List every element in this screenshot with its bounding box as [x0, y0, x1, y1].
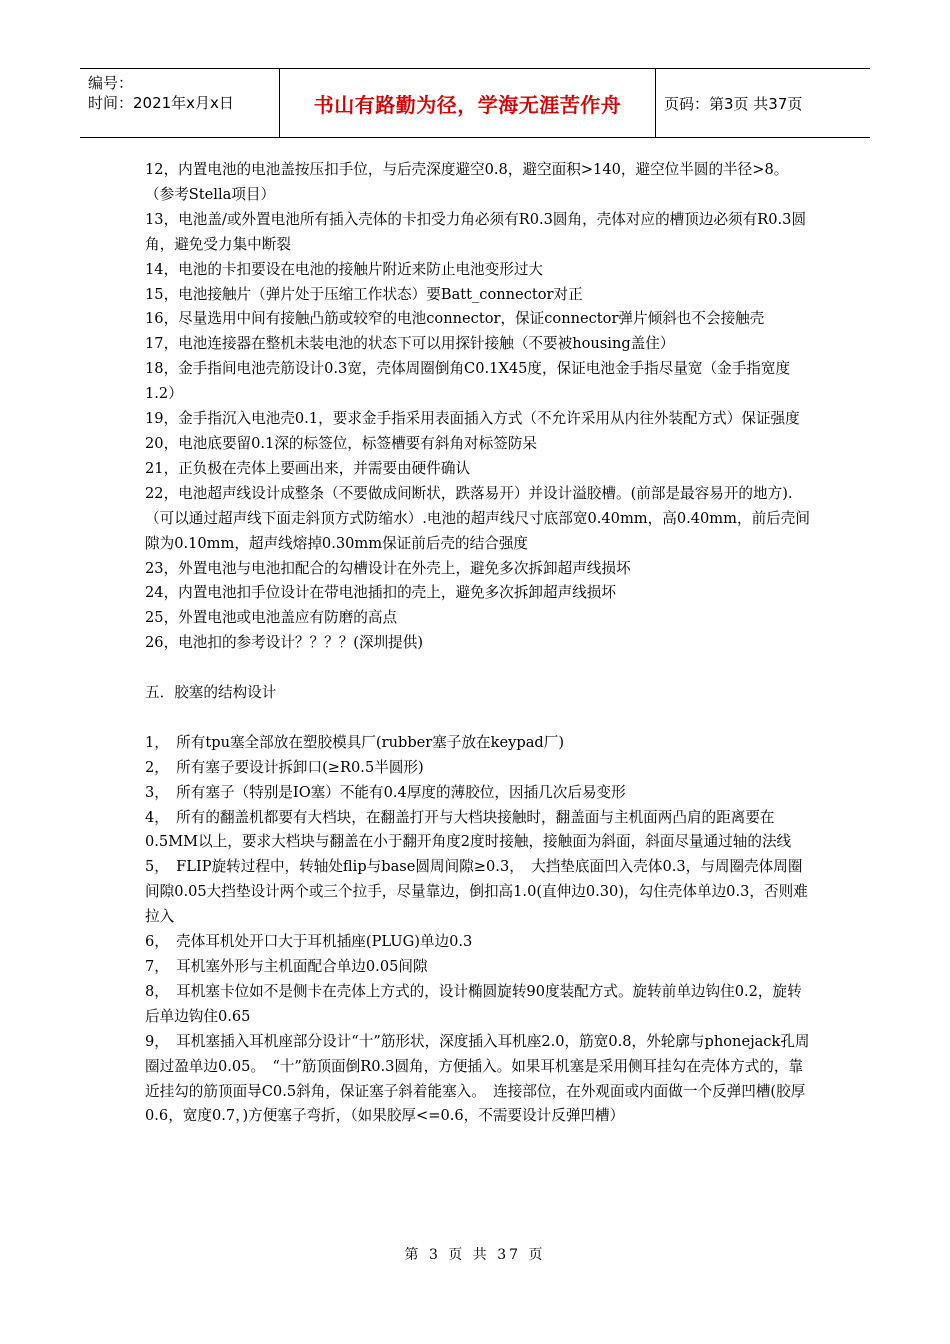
- header-motto: 书山有路勤为径，学海无涯苦作舟: [313, 92, 622, 117]
- list-item: 12，内置电池的电池盖按压扣手位，与后壳深度避空0.8，避空面积>140，避空位半圆的半径>8。（参考Stella项目）: [145, 161, 789, 203]
- list-item: 2， 所有塞子要设计拆卸口(≥R0.5半圆形): [145, 758, 424, 776]
- list-item: 6， 壳体耳机处开口大于耳机插座(PLUG)单边0.3: [145, 933, 473, 951]
- paragraph-spacer: [145, 706, 810, 731]
- list-item: 5， FLIP旋转过程中，转轴处flip与base圆周间隙≥0.3， 大挡垫底面凹入壳体0.3，与周圈壳体周圈间隙0.05大挡垫设计两个或三个拉手，尽量靠边，倒扣高1.0(直伸边0.30)，勾住壳体单边0.3，否则难拉入: [145, 858, 808, 926]
- header-page-info: 页码：第3页 共37页: [664, 94, 803, 113]
- header-motto-cell: [280, 69, 656, 137]
- list-item: 23，外置电池与电池扣配合的勾槽设计在外壳上，避免多次拆卸超声线损坏: [145, 559, 631, 577]
- list-item: 7， 耳机塞外形与主机面配合单边0.05间隙: [145, 957, 428, 975]
- list-item: 13，电池盖/或外置电池所有插入壳体的卡扣受力角必须有R0.3圆角，壳体对应的槽顶边必须有R0.3圆角，避免受力集中断裂: [145, 210, 807, 253]
- page-footer: 第 3 页 共 37 页: [404, 1247, 546, 1263]
- list-item: 1， 所有tpu塞全部放在塑胶模具厂(rubber塞子放在keypad厂): [145, 733, 565, 751]
- page-header: [80, 68, 870, 138]
- list-item: 24，内置电池扣手位设计在带电池插扣的壳上，避免多次拆卸超声线损坏: [145, 584, 616, 602]
- document-number-label: 编号：: [88, 74, 134, 92]
- header-meta: [80, 69, 280, 137]
- document-date: 时间：2021年x月x日: [88, 94, 234, 112]
- list-item: 9， 耳机塞插入耳机座部分设计“十”筋形状，深度插入耳机座2.0，筋宽0.8，外轮廓与phonejack孔周圈过盈单边0.05。 “十”筋顶面倒R0.3圆角，方便插入。如果耳机塞是采用侧耳挂勾在壳体方式的，靠近挂勾的筋顶面导C0.5斜角，保证塞子斜着能塞入。 连接部位，在外观面或内面做一个反弹凹槽(胶厚0.6，宽度0.7，)方便塞子弯折，（如果胶厚<=0.6，不需要设计反弹凹槽）: [145, 1032, 810, 1125]
- list-item: 25，外置电池或电池盖应有防磨的高点: [145, 609, 398, 627]
- document-body: [145, 158, 810, 1129]
- list-item: 14，电池的卡扣要设在电池的接触片附近来防止电池变形过大: [145, 260, 544, 278]
- list-item: 4， 所有的翻盖机都要有大档块，在翻盖打开与大档块接触时，翻盖面与主机面两凸肩的距离要在0.5MM以上，要求大档块与翻盖在小于翻开角度2度时接触，接触面为斜面，斜面尽量通过轴的法线: [145, 808, 792, 851]
- list-item: 18，金手指间电池壳筋设计0.3宽，壳体周圈倒角C0.1X45度，保证电池金手指尽量宽（金手指宽度1.2）: [145, 360, 791, 403]
- list-item: 3， 所有塞子（特别是IO塞）不能有0.4厚度的薄胶位，因插几次后易变形: [145, 783, 626, 801]
- header-page-info-cell: [656, 69, 870, 137]
- list-item: 19，金手指沉入电池壳0.1，要求金手指采用表面插入方式（不允许采用从内往外装配方式）保证强度: [145, 410, 800, 428]
- list-item: 21，正负极在壳体上要画出来，并需要由硬件确认: [145, 459, 471, 477]
- list-item: 16，尽量选用中间有接触凸筋或较窄的电池connector，保证connector弹片倾斜也不会接触壳: [145, 310, 765, 328]
- list-item: 8， 耳机塞卡位如不是侧卡在壳体上方式的，设计椭圆旋转90度装配方式。旋转前单边钩住0.2，旋转后单边钩住0.65: [145, 982, 802, 1025]
- section-heading: 五．胶塞的结构设计: [145, 684, 277, 702]
- list-item: 17，电池连接器在整机未装电池的状态下可以用探针接触（不要被housing盖住）: [145, 335, 675, 353]
- list-item: 26，电池扣的参考设计？？？？(深圳提供): [145, 634, 424, 652]
- paragraph-spacer: [145, 656, 810, 681]
- list-item: 20，电池底要留0.1深的标签位，标签槽要有斜角对标签防呆: [145, 434, 538, 452]
- list-item: 22，电池超声线设计成整条（不要做成间断状，跌落易开）并设计溢胶槽。(前部是最容易开的地方).（可以通过超声线下面走斜顶方式防缩水）.电池的超声线尺寸底部宽0.40mm，高0.40mm，前后壳间隙为0.10mm，超声线熔掉0.30mm保证前后壳的结合强度: [145, 484, 810, 552]
- list-item: 15，电池接触片（弹片处于压缩工作状态）要Batt_connector对正: [145, 285, 583, 303]
